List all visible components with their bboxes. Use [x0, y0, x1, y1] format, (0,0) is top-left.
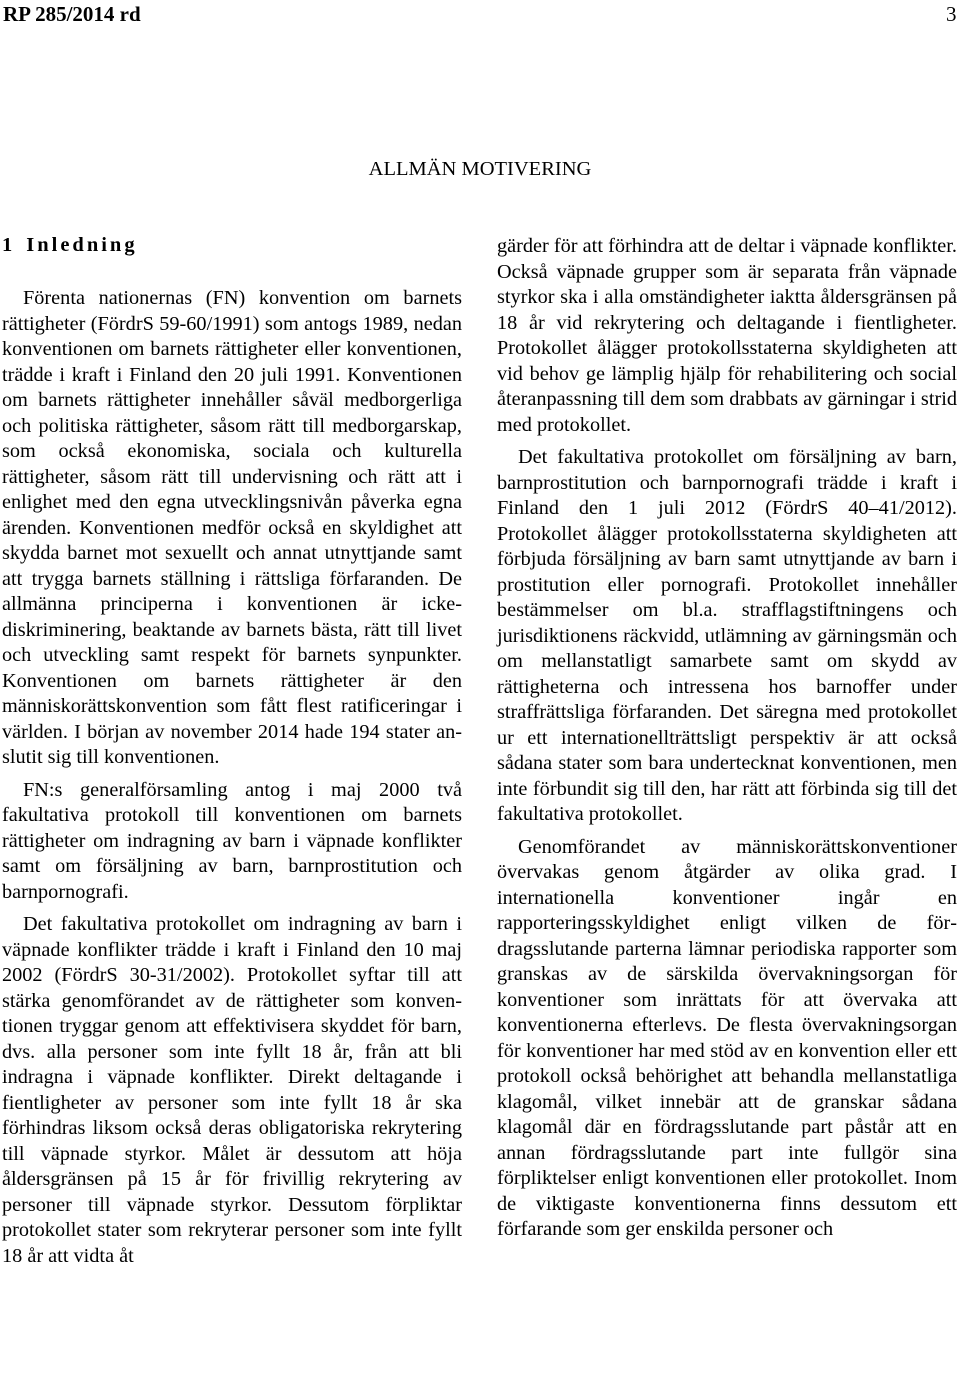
- left-column: [2, 286, 462, 1276]
- paragraph: Det fakultativa protokollet om försäljning av barn, barnprostitution och barnpornografi trädde i kraft i Finland den 1 juli 2012 (FördrS 40–41/2012). Protokollet ålägger protokollsstaterna skyldigheten att förbjuda försäljning av barn samt utnyttjande av barn i prostitution eller pornografi. Protokollet innehåller bestämmelser om bl.a. strafflagstiftningens och jurisdiktionens räckvidd, utlämning av gärningsmän och om mellanstatligt samarbete samt om skydd av rättigheterna och intressena hos barnoffer under straffrättsliga förfaranden. Det säregna med protokollet ur ett internationellträttsligt perspektiv är att också sådana stater som bara undertecknat konventionen, men inte förbundit sig till den, har rätt att förbinda sig till det fakultativa protokollet.: [497, 446, 957, 825]
- document-reference: RP 285/2014 rd: [3, 2, 141, 26]
- section-title: ALLMÄN MOTIVERING: [368, 158, 592, 180]
- paragraph: gärder för att förhindra att de deltar i väpnade konflikter. Också väpnade grupper som är separata från väpnade styrkor ska i alla omständigheter iaktta åldersgränsen på 18 år vid rekrytering och deltagande i fientligheter. Protokollet ålägger protokollsstaterna skyldigheten att vid behov ge lämplig hjälp för rehabilitering och social återanpassning till dem som drabbats av gärningar i strid med protokollet.: [497, 235, 957, 436]
- paragraph: Förenta nationernas (FN) konvention om barnets rättigheter (FördrS 59-60/1991) som antogs 1989, nedan konventionen om barnets rättigheter eller konventionen, trädde i kraft i Finland den 20 juli 1991. Konventionen om barnets rättigheter innehåller såväl medborgerliga och politiska rättigheter, såsom rätt till medborgarskap, som också ekonomiska, sociala och kulturella rättigheter, såsom rätt till undervisning och rätt att i enlighet med den egna utvecklingsnivån påverka egna ärenden. Konventionen medför också en skyldighet att skydda barnet mot sexuellt och annat utnyttjande samt att trygga barnets ställning i rättsliga förfaranden. De allmänna principerna i konventionen är ickediskriminering, beaktande av barnets bästa, rätt till livet och utveckling samt respekt för barnets synpunkter. Konventionen om barnets rättigheter är den människorättskonvention som fått flest ratificeringar i världen. I början av november 2014 hade 194 stater anslutit sig till konventionen.: [2, 287, 462, 768]
- page-number: 3: [946, 2, 957, 26]
- subsection-heading: [2, 234, 138, 257]
- paragraph: FN:s generalförsamling antog i maj 2000 två fakultativa protokoll till konventionen om barnets rättigheter om indragning av barn i väpnade konflikter samt om försäljning av barn, barnprostitution och barnpornografi.: [2, 778, 462, 903]
- paragraph: Det fakultativa protokollet om indragning av barn i väpnade konflikter trädde i kraft i Finland den 10 maj 2002 (FördrS 30-31/2002). Protokollet syftar till att stärka genomförandet av de rättigheter som konventionen tryggar genom att effektivisera skyddet för barn, dvs. alla personer som inte fyllt 18 år, från att bli indragna i väpnade konflikter. Direkt deltagande i fientligheter av personer som inte fyllt 18 år ska förhindras liksom också deras obligatoriska rekrytering till väpnade styrkor. Målet är dessutom att höja åldersgränsen på 15 år för frivillig rekrytering av personer till väpnade styrkor. Dessutom förpliktar protokollet stater som rekryterar personer som inte fyllt 18 år att vidta åt: [2, 913, 462, 1267]
- subsection-title: Inledning: [26, 234, 138, 256]
- right-column: [497, 234, 957, 1250]
- subsection-number: 1: [2, 234, 13, 256]
- paragraph: Genomförandet av människorättskonventioner övervakas genom åtgärder av olika grad. I internationella konventioner ingår en rapporteringsskyldighet enligt vilken de fördragsslutande parterna lämnar periodiska rapporter som granskas av de särskilda övervakningsorgan för konventioner som inrättats för att övervaka att konventionerna efterlevs. De flesta övervakningsorgan för konventioner har med stöd av en konvention eller ett protokoll också behörighet att behandla mellanstatliga klagomål, vilket innebär att de granskar sådana klagomål där en fördragsslutande part påstår att en annan fördragsslutande part inte fullgör sina förpliktelser enligt konventionen eller protokollet. Inom de viktigaste konventionerna finns dessutom ett förfarande som ger enskilda personer och: [497, 835, 957, 1240]
